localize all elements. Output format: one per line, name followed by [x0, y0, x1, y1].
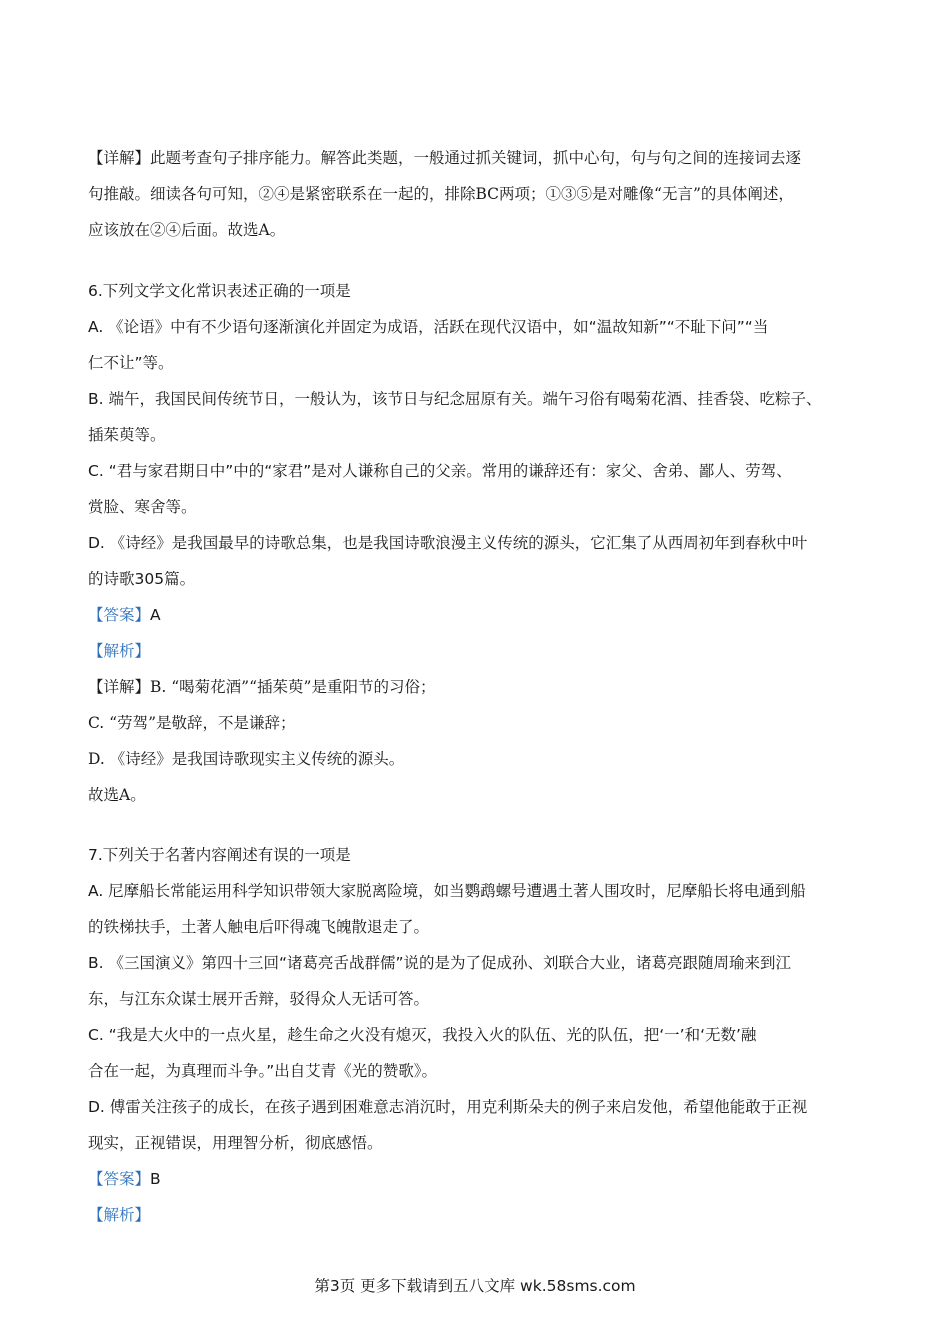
q6-option-d-line-1: D. 《诗经》是我国最早的诗歌总集，也是我国诗歌浪漫主义传统的源头，它汇集了从西周初年到春秋中叶: [88, 534, 808, 552]
q6-option-b-line-2: 插茱萸等。: [88, 426, 166, 444]
q7-answer: [88, 1169, 868, 1189]
q5-detail-line-1: 【详解】此题考查句子排序能力。解答此类题，一般通过抓关键词，抓中心句，句与句之间的连接词去逐: [88, 149, 802, 167]
answer-tag: 【答案】: [88, 606, 151, 624]
q6-analysis-tag: 【解析】: [88, 642, 151, 660]
q6-option-c-line-2: 赏脸、寒舍等。: [88, 498, 197, 516]
q6-stem: 6.下列文学文化常识表述正确的一项是: [88, 282, 351, 300]
page-footer: 第3页 更多下载请到五八文库 wk.58sms.com: [314, 1277, 636, 1295]
q7-option-d-line-2: 现实，正视错误，用理智分析，彻底感悟。: [88, 1134, 383, 1152]
detail-tag: 【详解】: [88, 149, 151, 167]
q6-detail-line-2: C. “劳驾”是敬辞，不是谦辞；: [88, 714, 296, 732]
detail-tag: 【详解】: [88, 678, 151, 696]
q6-option-a-line-1: A. 《论语》中有不少语句逐渐演化并固定为成语，活跃在现代汉语中，如“温故知新”“不耻下问”“当: [88, 318, 769, 336]
q7-option-a-line-2: 的铁梯扶手，土著人触电后吓得魂飞魄散退走了。: [88, 918, 430, 936]
q6-answer: [88, 605, 868, 625]
q7-analysis-tag: 【解析】: [88, 1206, 151, 1224]
q6-option-a-line-2: 仁不让”等。: [88, 354, 174, 372]
q6-option-d-line-2: 的诗歌305篇。: [88, 570, 196, 588]
q5-detail-line-2: 句推敲。细读各句可知，②④是紧密联系在一起的，排除BC两项；①③⑤是对雕像“无言”的具体阐述，: [88, 185, 794, 203]
q6-option-c-line-1: C. “君与家君期日中”中的“家君”是对人谦称自己的父亲。常用的谦辞还有：家父、舍弟、鄙人、劳驾、: [88, 462, 792, 480]
q7-option-c-line-1: C. “我是大火中的一点火星，趁生命之火没有熄灭，我投入火的队伍、光的队伍，把‘一’和‘无数’融: [88, 1026, 757, 1044]
q7-option-d-line-1: D. 傅雷关注孩子的成长，在孩子遇到困难意志消沉时，用克利斯朵夫的例子来启发他，希望他能敢于正视: [88, 1098, 808, 1116]
q7-option-b-line-2: 东，与江东众谋士展开舌辩，驳得众人无话可答。: [88, 990, 430, 1008]
q7-option-b-line-1: B. 《三国演义》第四十三回“诸葛亮舌战群儒”说的是为了促成孙、刘联合大业，诸葛亮跟随周瑜来到江: [88, 954, 792, 972]
answer-value: B: [150, 1170, 161, 1188]
q7-stem: 7.下列关于名著内容阐述有误的一项是: [88, 846, 351, 864]
q6-detail-line-1: 【详解】B. “喝菊花酒”“插茱萸”是重阳节的习俗；: [88, 678, 436, 696]
q7-option-c-line-2: 合在一起，为真理而斗争。”出自艾青《光的赞歌》。: [88, 1062, 438, 1080]
q6-option-b-line-1: B. 端午，我国民间传统节日，一般认为，该节日与纪念屈原有关。端午习俗有喝菊花酒、挂香袋、吃粽子、: [88, 390, 822, 408]
q6-detail-line-4: 故选A。: [88, 786, 146, 804]
q6-detail-line-3: D. 《诗经》是我国诗歌现实主义传统的源头。: [88, 750, 405, 768]
answer-tag: 【答案】: [88, 1170, 151, 1188]
answer-value: A: [150, 606, 161, 624]
q5-detail-line-3: 应该放在②④后面。故选A。: [88, 221, 286, 239]
q7-option-a-line-1: A. 尼摩船长常能运用科学知识带领大家脱离险境，如当鹦鹉螺号遭遇土著人围攻时，尼摩船长将电通到船: [88, 882, 806, 900]
